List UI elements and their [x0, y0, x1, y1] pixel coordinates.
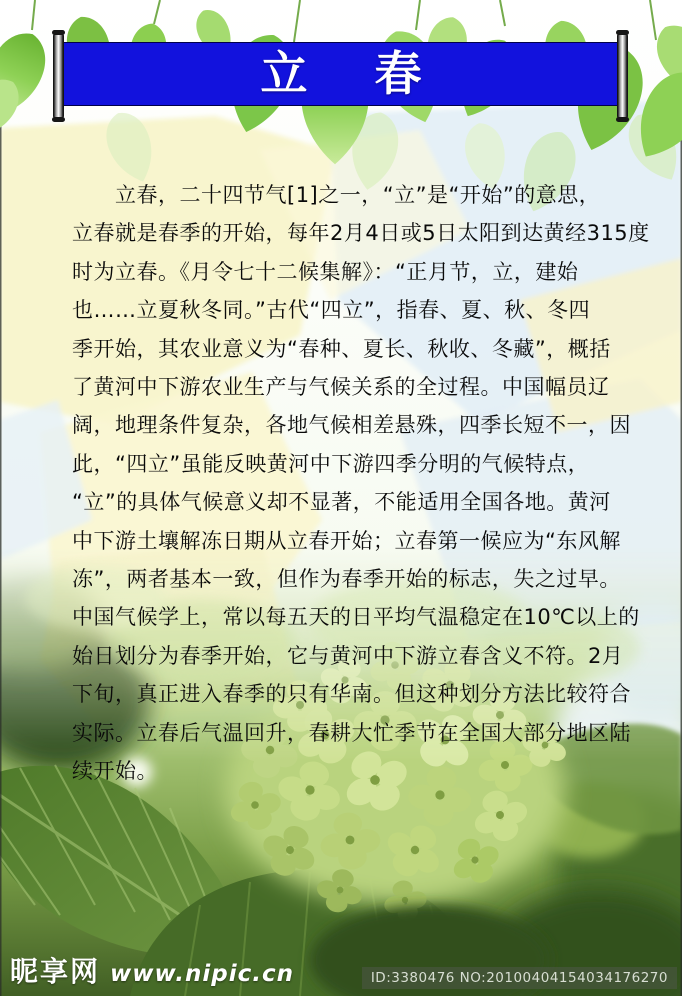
text-line: 了黄河中下游农业生产与气候关系的全过程。中国幅员辽: [72, 375, 610, 400]
text-line: 季开始，其农业意义为“春种、夏长、秋收、冬藏”，概括: [72, 336, 611, 361]
text-line: 实际。立春后气温回升，春耕大忙季节在全国大部分地区陆: [72, 720, 631, 745]
site-name: 昵享网: [10, 955, 101, 988]
text-line: 立春就是春季的开始，每年2月4日或5日太阳到达黄经315度: [72, 221, 650, 246]
article-text: [72, 176, 650, 791]
banner-title: 立 春: [260, 46, 432, 102]
text-line: “立”的具体气候意义却不显著，不能适用全国各地。黄河: [72, 490, 611, 515]
scroll-rod-left-icon: [53, 34, 64, 118]
poster-edge-left: [0, 84, 2, 996]
text-line: 也……立夏秋冬同。”古代“四立”，指春、夏、秋、冬四: [72, 298, 591, 323]
text-line: 中下游土壤解冻日期从立春开始；立春第一候应为“东风解: [72, 528, 621, 553]
site-url: www.nipic.cn: [110, 961, 295, 987]
text-line: 下旬，真正进入春季的只有华南。但这种划分方法比较符合: [72, 682, 631, 707]
text-line: 阔，地理条件复杂，各地气候相差悬殊，四季长短不一，因: [72, 413, 631, 438]
text-line: 时为立春。《月令七十二候集解》：“正月节，立，建始: [72, 259, 579, 284]
banner-band: [62, 42, 618, 106]
text-line: 续开始。: [72, 759, 158, 784]
scroll-rod-right-icon: [617, 34, 628, 118]
scroll-banner: [0, 0, 682, 130]
text-line: 始日划分为春季开始，它与黄河中下游立春含义不符。2月: [72, 643, 624, 668]
site-brand: [10, 950, 294, 990]
text-line: 冻”，两者基本一致，但作为春季开始的标志，失之过早。: [72, 567, 621, 592]
text-line: 立春，二十四节气[1]之一，“立”是“开始”的意思，: [72, 183, 601, 207]
id-badge: ID:3380476 NO:20100404154034176270: [362, 967, 677, 989]
text-line: 此，“四立”虽能反映黄河中下游四季分明的气候特点，: [72, 451, 590, 476]
text-line: 中国气候学上，常以每五天的日平均气温稳定在10℃以上的: [72, 605, 640, 630]
